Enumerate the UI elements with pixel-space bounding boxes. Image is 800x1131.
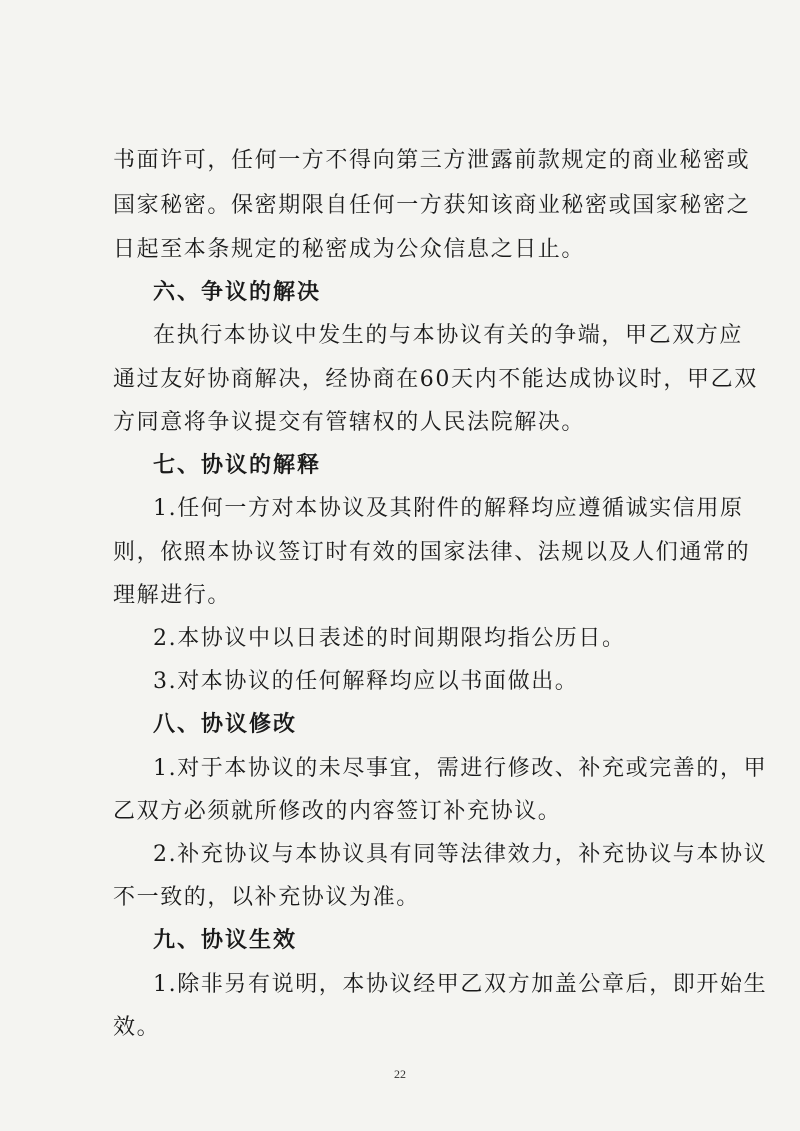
- section-heading: 六、争议的解决: [153, 280, 322, 305]
- paragraph-line: 1.任何一方对本协议及其附件的解释均应遵循诚实信用原: [153, 496, 744, 521]
- paragraph-line: 方同意将争议提交有管辖权的人民法院解决。: [113, 410, 586, 435]
- section-heading: 九、协议生效: [153, 928, 298, 953]
- paragraph-line: 2.补充协议与本协议具有同等法律效力，补充协议与本协议: [153, 842, 768, 867]
- section-heading: 八、协议修改: [153, 712, 298, 737]
- paragraph-line: 在执行本协议中发生的与本协议有关的争端，甲乙双方应: [153, 323, 744, 348]
- paragraph-line: 效。: [113, 1015, 161, 1040]
- paragraph-line: 书面许可，任何一方不得向第三方泄露前款规定的商业秘密或: [113, 148, 751, 173]
- paragraph-line: 乙双方必须就所修改的内容签订补充协议。: [113, 799, 562, 824]
- paragraph-line: 1.除非另有说明，本协议经甲乙双方加盖公章后，即开始生: [153, 972, 768, 997]
- paragraph-line: 通过友好协商解决，经协商在60天内不能达成协议时，甲乙双: [113, 367, 758, 392]
- paragraph-line: 理解进行。: [113, 583, 232, 608]
- paragraph-line: 日起至本条规定的秘密成为公众信息之日止。: [113, 237, 586, 262]
- section-heading: 七、协议的解释: [153, 453, 322, 478]
- paragraph-line: 3.对本协议的任何解释均应以书面做出。: [153, 669, 579, 694]
- paragraph-line: 则，依照本协议签订时有效的国家法律、法规以及人们通常的: [113, 540, 751, 565]
- paragraph-line: 不一致的，以补充协议为准。: [113, 885, 420, 910]
- paragraph-line: 1.对于本协议的未尽事宜，需进行修改、补充或完善的，甲: [153, 756, 768, 781]
- paragraph-line: 2.本协议中以日表述的时间期限均指公历日。: [153, 626, 626, 651]
- paragraph-line: 国家秘密。保密期限自任何一方获知该商业秘密或国家秘密之: [113, 193, 751, 218]
- page-number: 22: [394, 1067, 406, 1081]
